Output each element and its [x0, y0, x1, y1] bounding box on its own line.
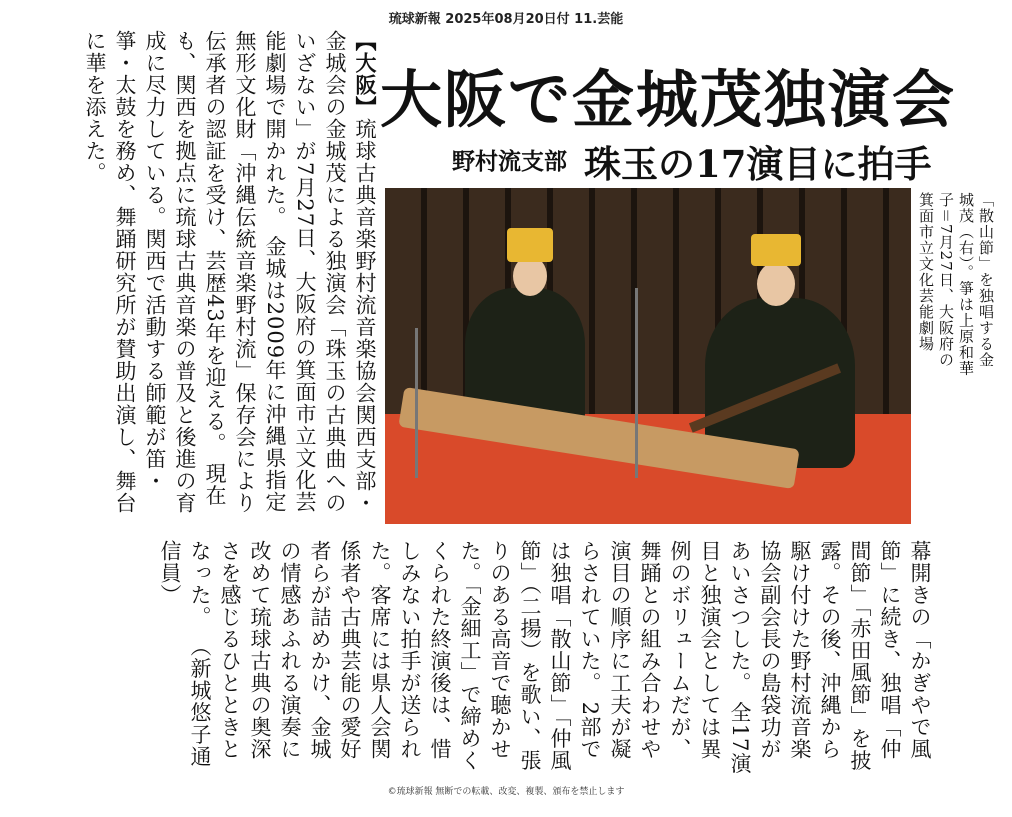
paragraph-1: 琉球古典音楽野村流音楽協会関西支部・金城会の金城茂による独演会「珠玉の古典曲へのいざない」が7月27日、大阪府の箕面市立文化芸能劇場で開かれた。 [263, 30, 377, 514]
mic-stand-left [415, 328, 418, 478]
sanshin-player-hat [751, 234, 801, 266]
lead-tag: 【大阪】 [353, 30, 378, 118]
subhead-main: 珠玉の17演目に拍手 [584, 142, 932, 186]
koto-player-hat [507, 228, 553, 262]
article-body-lower [158, 540, 935, 780]
photo-caption: 「散山節」を独唱する金城茂（右）。箏は上原和華子＝7月27日、大阪府の箕面市立文化芸能劇場 [917, 192, 995, 377]
sanshin-player-face [757, 262, 795, 306]
mic-stand [635, 288, 638, 478]
paragraph-6: 2部では独唱「散山節」「仲風節」（二揚）を歌い、張りのある高音で聴かせた。「金細工」で締めくくられた終演後は、惜しみない拍手が送られた。客席には県人会関係者や古典芸能の愛好者らが詰めかけ、金城の情感あふれる演奏に改めて琉球古典の奥深さを感じるひとときとなった。 [188, 540, 602, 772]
paragraph-2: 金城は2009年に沖縄県指定無形文化財「沖縄伝統音楽野村流」保存会により伝承者の認証を受け、芸歴43年を迎える。 [203, 30, 287, 514]
dateline: 琉球新報 2025年08月20日付 11.芸能 [388, 12, 624, 27]
byline: （新城悠子通信員） [158, 540, 212, 768]
headline: 大阪で金城茂独演会 [380, 63, 957, 136]
copyright-notice: ©琉球新報 無断での転載、改変、複製、頒布を禁止します [387, 787, 625, 797]
article-body-upper [20, 30, 380, 522]
paragraph-4: 幕開きの「かぎやで風節」に続き、独唱「仲間節」「赤田風節」を披露。その後、沖縄から駆け付けた野村流音楽協会副会長の島袋功があいさつした。 [728, 540, 932, 772]
koto-player-face [513, 256, 547, 296]
performance-photo [385, 188, 911, 524]
subhead-group: 野村流支部 [452, 149, 567, 175]
paragraph-3: 現在も、関西を拠点に琉球古典音楽の普及と後進の育成に尽力している。関西で活動する師範が笛・箏・太鼓を務め、舞踊研究所が賛助出演し、舞台に華を添えた。 [83, 30, 227, 514]
paragraph-5: 全17演目と独演会としては異例のボリュームだが、舞踊との組み合わせや演目の順序に工夫が凝らされていた。 [578, 540, 752, 775]
